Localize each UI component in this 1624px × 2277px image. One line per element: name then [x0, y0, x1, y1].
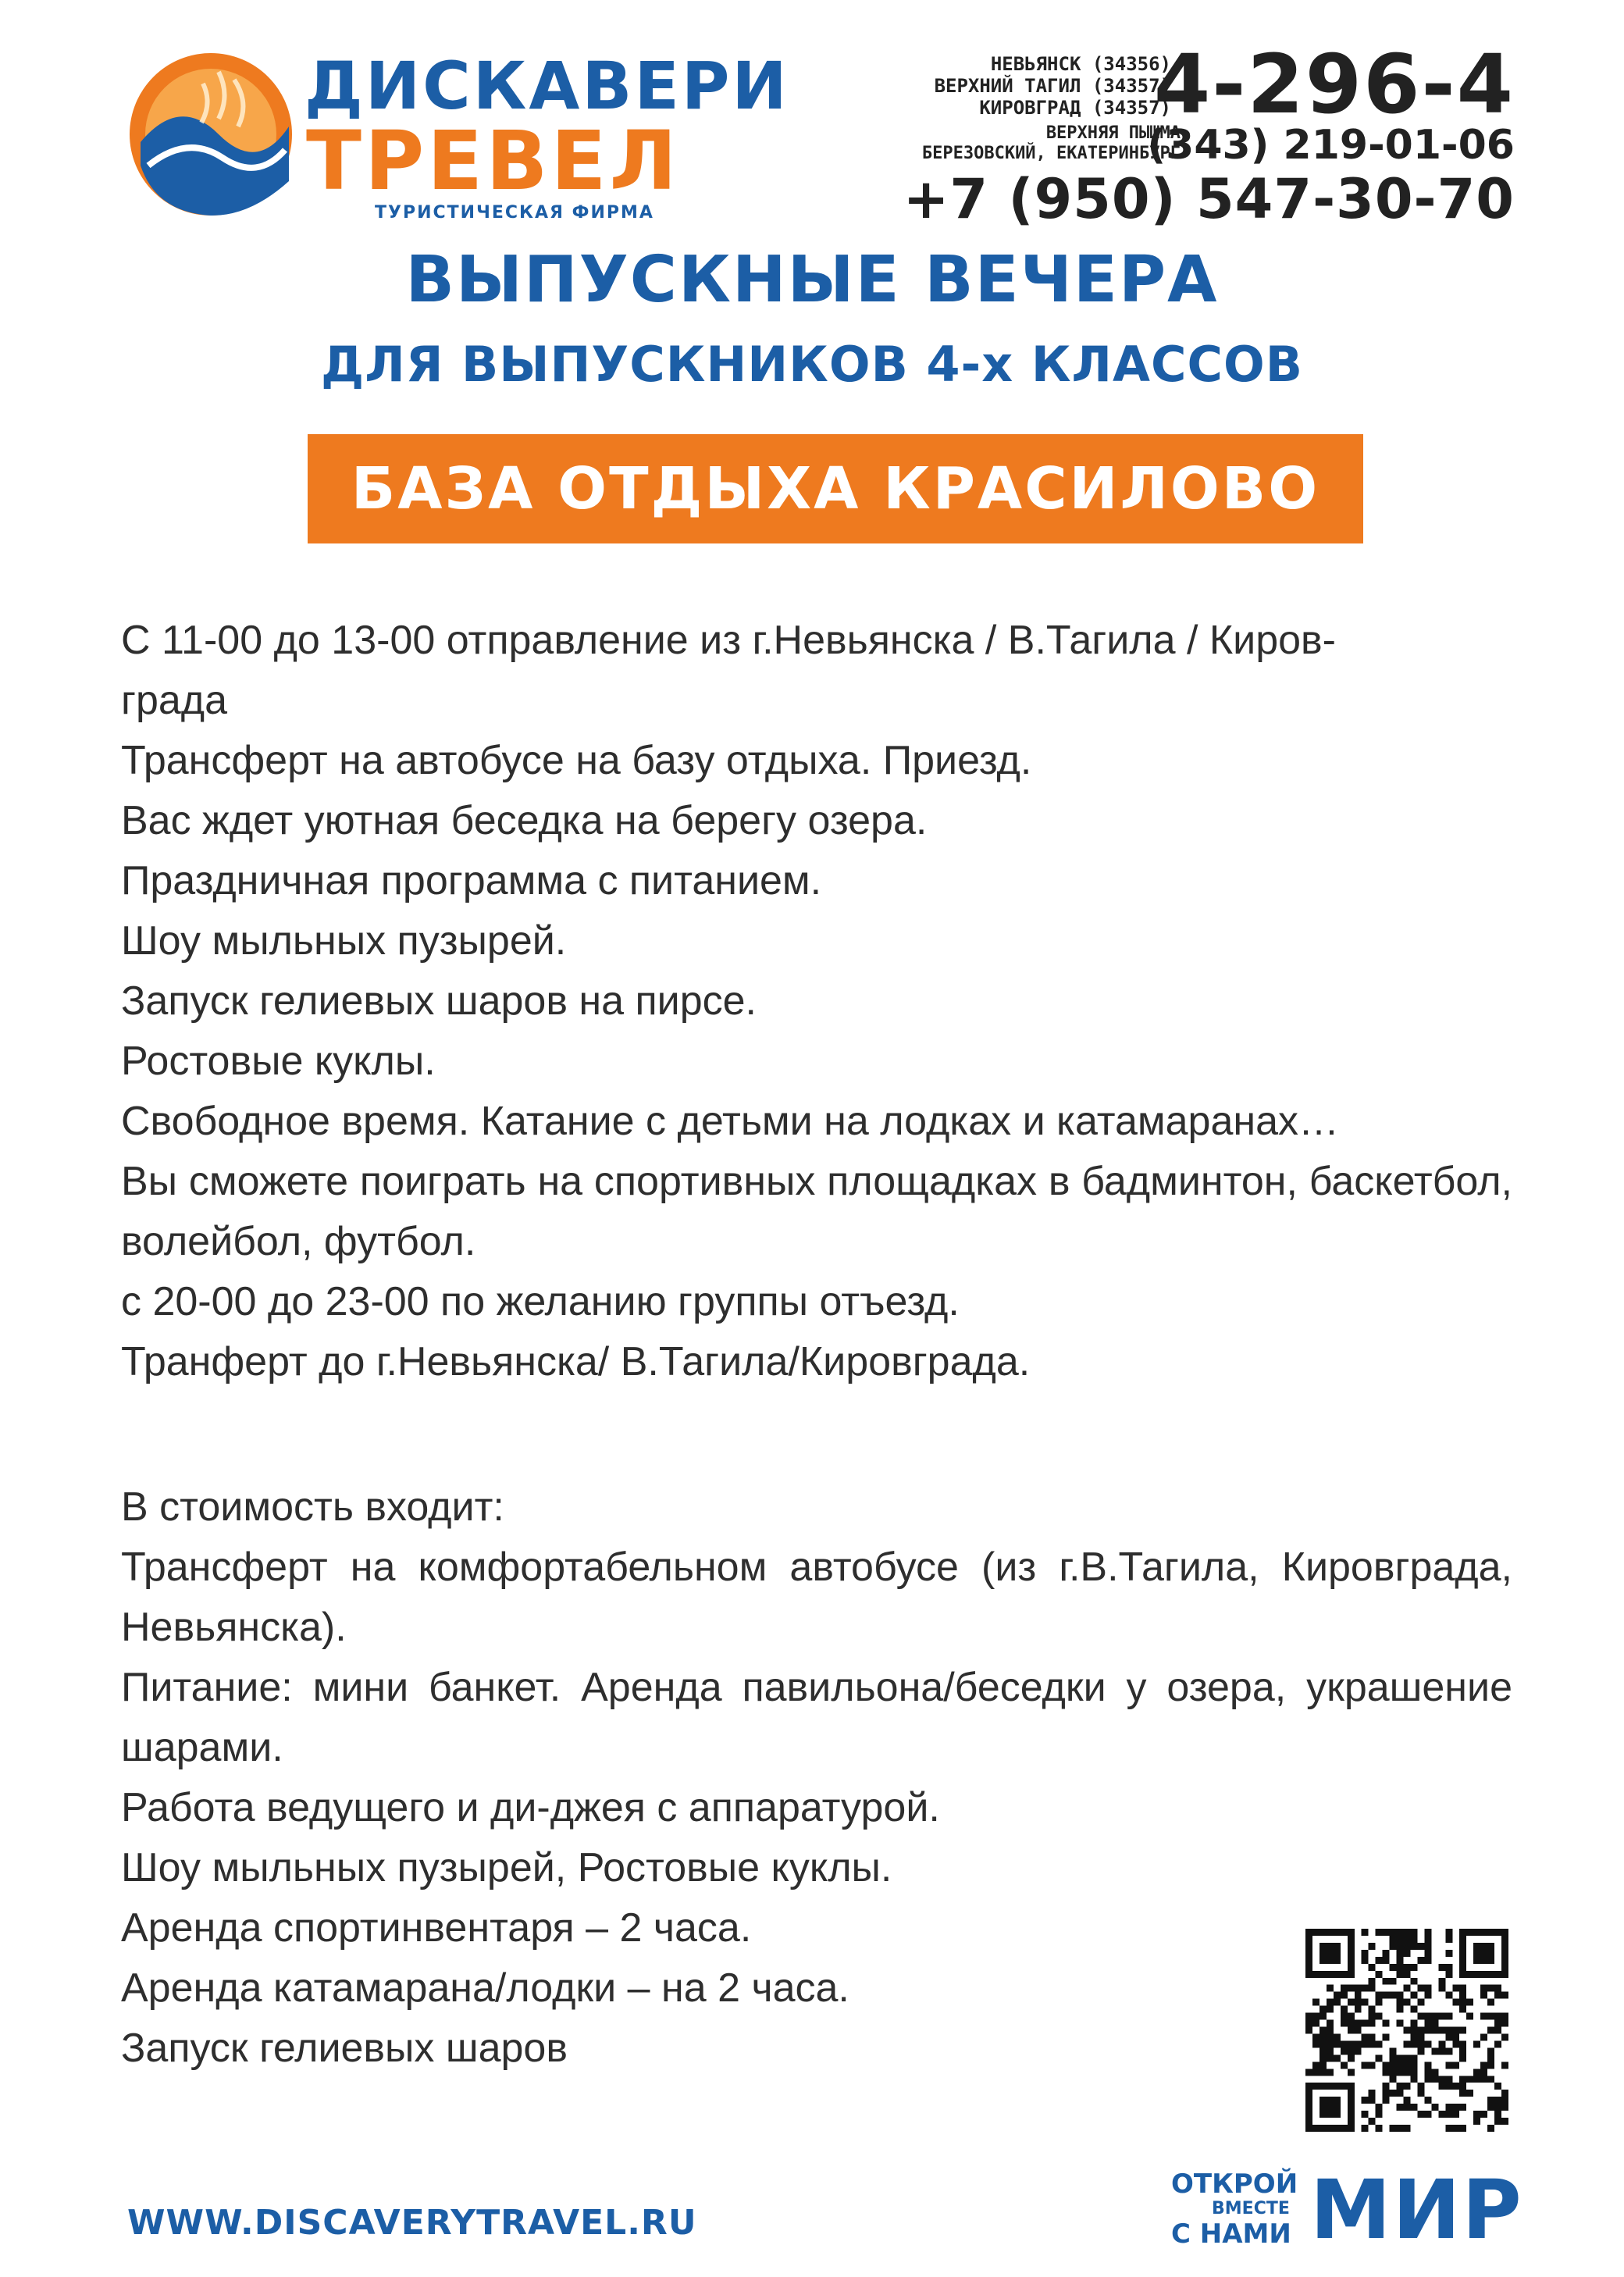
program-line: Вас ждет уютная беседка на берегу озера.	[121, 798, 928, 843]
program-line: Свободное время. Катание с детьми на лодках и катамаранах…	[121, 1099, 1340, 1144]
city-label-verkhny-tagil: ВЕРХНИЙ ТАГИЛ (34357)	[934, 75, 1171, 97]
included-heading: В стоимость входит:	[121, 1484, 504, 1530]
brand-name-line1: ДИСКАВЕРИ	[304, 48, 789, 124]
company-logo	[125, 48, 789, 228]
included-item: Питание: мини банкет. Аренда павильона/беседки у озера, украшение шарами.	[121, 1665, 1512, 1770]
included-item: Шоу мыльных пузырей, Ростовые куклы.	[121, 1845, 892, 1890]
brand-tagline: ТУРИСТИЧЕСКАЯ ФИРМА	[375, 203, 654, 223]
program-line: с 20-00 до 23-00 по желанию группы отъезд.	[121, 1279, 960, 1324]
city-label-ekaterinburg: БЕРЕЗОВСКИЙ, ЕКАТЕРИНБУРГ	[921, 144, 1181, 163]
slogan-word-big: МИР	[1310, 2162, 1523, 2257]
program-line: Вы сможете поиграть на спортивных площадках в бадминтон, баскетбол, волейбол, футбол.	[121, 1159, 1512, 1264]
qr-code-icon[interactable]	[1305, 1929, 1508, 2132]
included-item: Аренда спортинвентаря – 2 часа.	[121, 1905, 752, 1951]
page-title: ВЫПУСКНЫЕ ВЕЧЕРА	[405, 243, 1219, 317]
program-line: С 11-00 до 13-00 отправление из г.Невьянска / В.Тагила / Киров-	[121, 618, 1336, 663]
slogan-word-1: ОТКРОЙ	[1171, 2168, 1298, 2200]
program-line: Шоу мыльных пузырей.	[121, 918, 567, 964]
program-line: града	[121, 678, 228, 723]
contacts-block	[903, 37, 1515, 231]
brand-name-line2: ТРЕВЕЛ	[306, 113, 680, 208]
phone-mobile[interactable]: +7 (950) 547-30-70	[903, 167, 1515, 231]
phone-main[interactable]: 4-296-4	[1153, 37, 1515, 132]
place-name: БАЗА ОТДЫХА КРАСИЛОВО	[351, 455, 1320, 522]
included-item: Трансферт на комфортабельном автобусе (из г.В.Тагила, Кировграда, Невьянска).	[121, 1545, 1512, 1650]
city-label-kirovgrad: КИРОВГРАД (34357)	[979, 97, 1171, 119]
city-label-nevyansk: НЕВЬЯНСК (34356)	[990, 53, 1171, 75]
place-banner	[308, 434, 1363, 543]
program-line: Трансферт на автобусе на базу отдыха. Приезд.	[121, 738, 1032, 783]
included-item: Запуск гелиевых шаров	[121, 2026, 568, 2071]
program-line: Запуск гелиевых шаров на пирсе.	[121, 978, 757, 1024]
included-list	[121, 1477, 1512, 2079]
included-item: Работа ведущего и ди-джея с аппаратурой.	[121, 1785, 940, 1830]
program-list	[121, 611, 1512, 1392]
sun-wave-logo-icon	[125, 48, 297, 220]
slogan-word-3: С НАМИ	[1171, 2218, 1291, 2250]
phone-ekaterinburg[interactable]: (343) 219-01-06	[1147, 122, 1515, 169]
website-link[interactable]: WWW.DISCAVERYTRAVEL.RU	[127, 2203, 697, 2243]
program-line: Праздничная программа с питанием.	[121, 858, 822, 903]
included-item: Аренда катамарана/лодки – на 2 часа.	[121, 1965, 849, 2011]
slogan-word-2: ВМЕСТЕ	[1212, 2199, 1290, 2218]
page-subtitle: ДЛЯ ВЫПУСКНИКОВ 4-х КЛАССОВ	[321, 336, 1303, 393]
city-label-verkhnyaya-pyshma: ВЕРХНЯЯ ПЫШМА	[1045, 123, 1181, 143]
program-line: Транферт до г.Невьянска/ В.Тагила/Кировграда.	[121, 1339, 1031, 1384]
program-line: Ростовые куклы.	[121, 1039, 436, 1084]
slogan-logo	[1171, 2162, 1523, 2257]
